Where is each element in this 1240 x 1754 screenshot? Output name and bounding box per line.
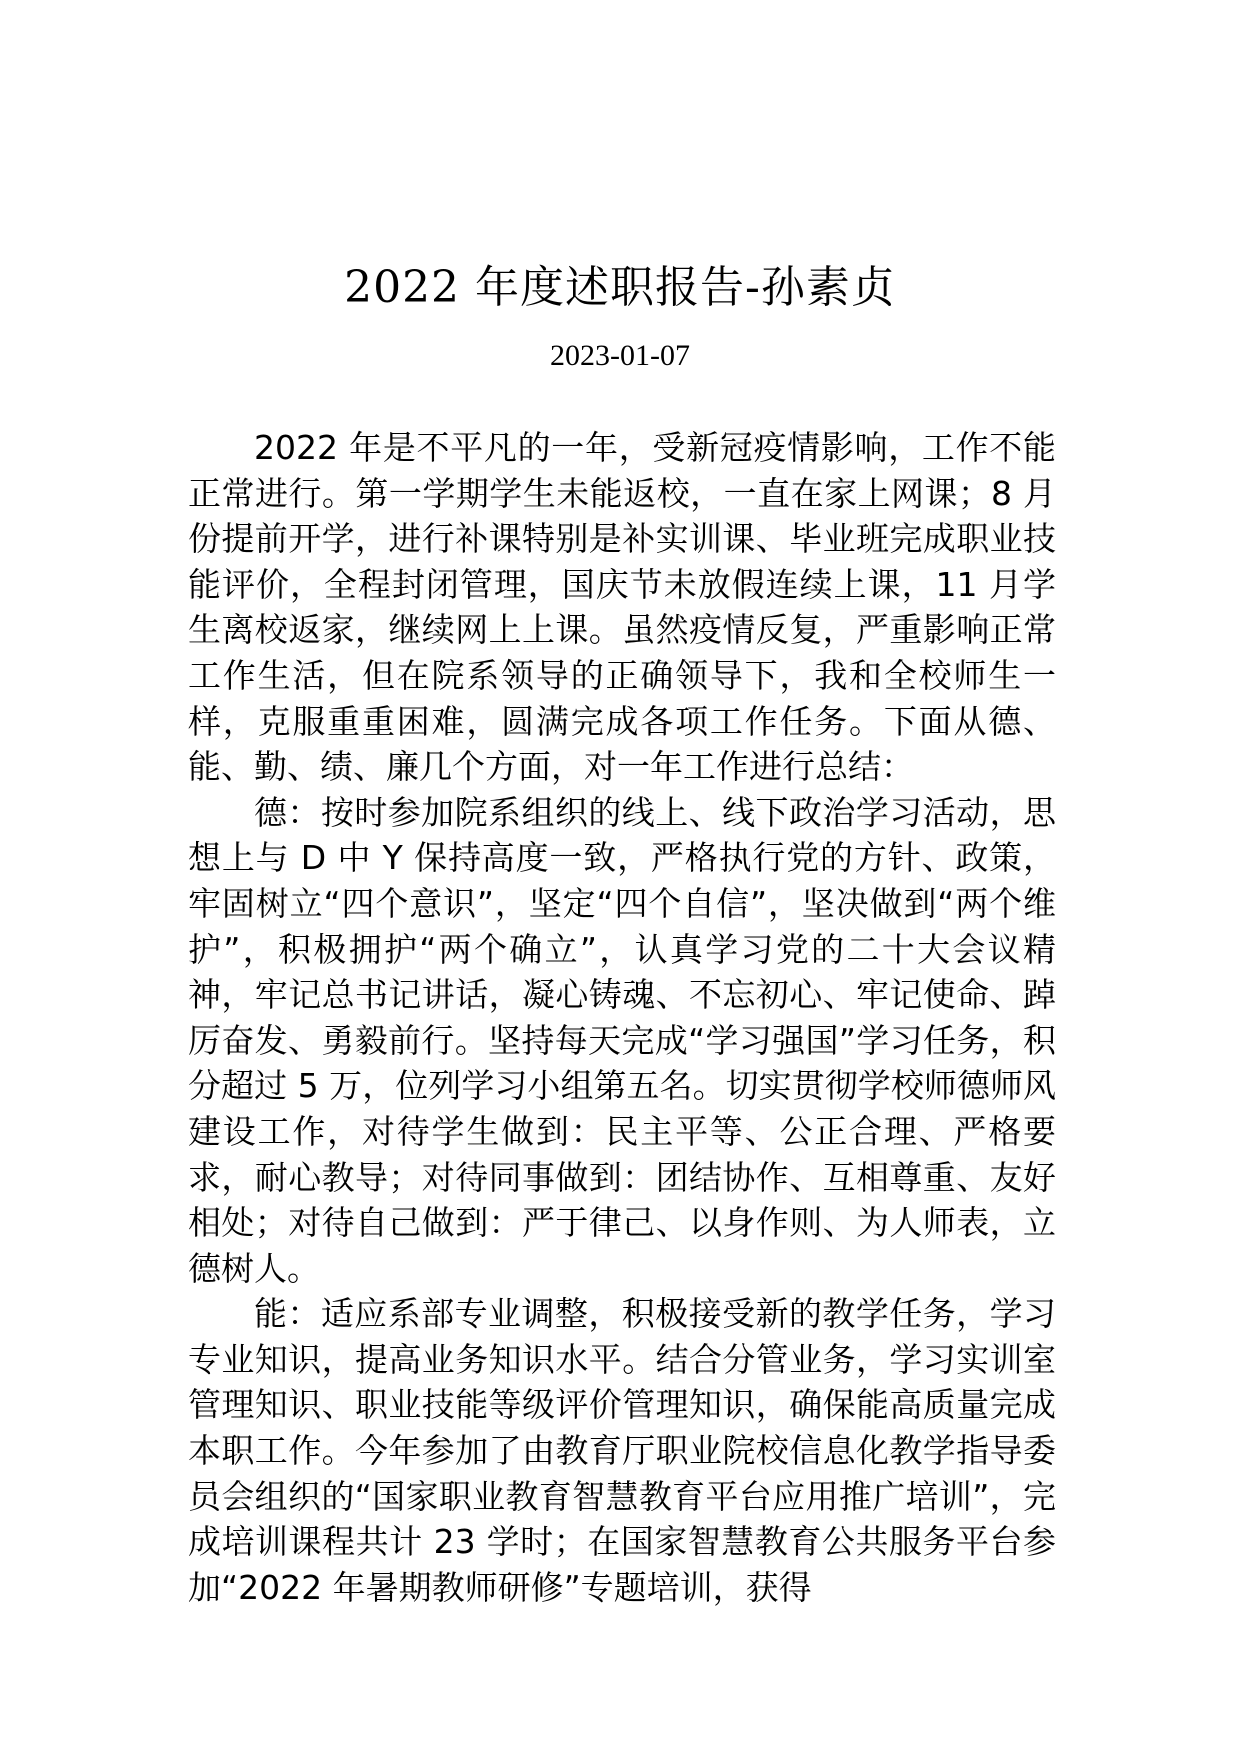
paragraph-virtue: 德：按时参加院系组织的线上、线下政治学习活动，思想上与 D 中 Y 保持高度一致，严格执行党的方针、政策，牢固树立“四个意识”，坚定“四个自信”，坚决做到“两个维护”，积极拥护“两个确立”，认真学习党的二十大会议精神，牢记总书记讲话，凝心铸魂、不忘初心、牢记使命、踔厉奋发、勇毅前行。坚持每天完成“学习强国”学习任务，积分超过 5 万，位列学习小组第五名。切实贯彻学校师德师风建设工作，对待学生做到：民主平等、公正合理、严格要求，耐心教导；对待同事做到：团结协作、互相尊重、友好相处；对待自己做到：严于律己、以身作则、为人师表，立德树人。 [188,792,1056,1288]
document-date: 2023-01-07 [550,339,690,372]
paragraph-ability: 能：适应系部专业调整，积极接受新的教学任务，学习专业知识，提高业务知识水平。结合分管业务，学习实训室管理知识、职业技能等级评价管理知识，确保能高质量完成本职工作。今年参加了由教育厅职业院校信息化教学指导委员会组织的“国家职业教育智慧教育平台应用推广培训”，完成培训课程共计 23 学时；在国家智慧教育公共服务平台参加“2022 年暑期教师研修”专题培训，获得 [188,1294,1056,1607]
page-title: 2022 年度述职报告-孙素贞 [344,262,896,313]
paragraph-intro: 2022 年是不平凡的一年，受新冠疫情影响，工作不能正常进行。第一学期学生未能返校，一直在家上网课；8 月份提前开学，进行补课特别是补实训课、毕业班完成职业技能评价，全程封闭管理，国庆节未放假连续上课，11 月学生离校返家，继续网上上课。虽然疫情反复，严重影响正常工作生活，但在院系领导的正确领导下，我和全校师生一样，克服重重困难，圆满完成各项工作任务。下面从德、能、勤、绩、廉几个方面，对一年工作进行总结： [188,428,1056,787]
document-body [188,425,1056,1610]
